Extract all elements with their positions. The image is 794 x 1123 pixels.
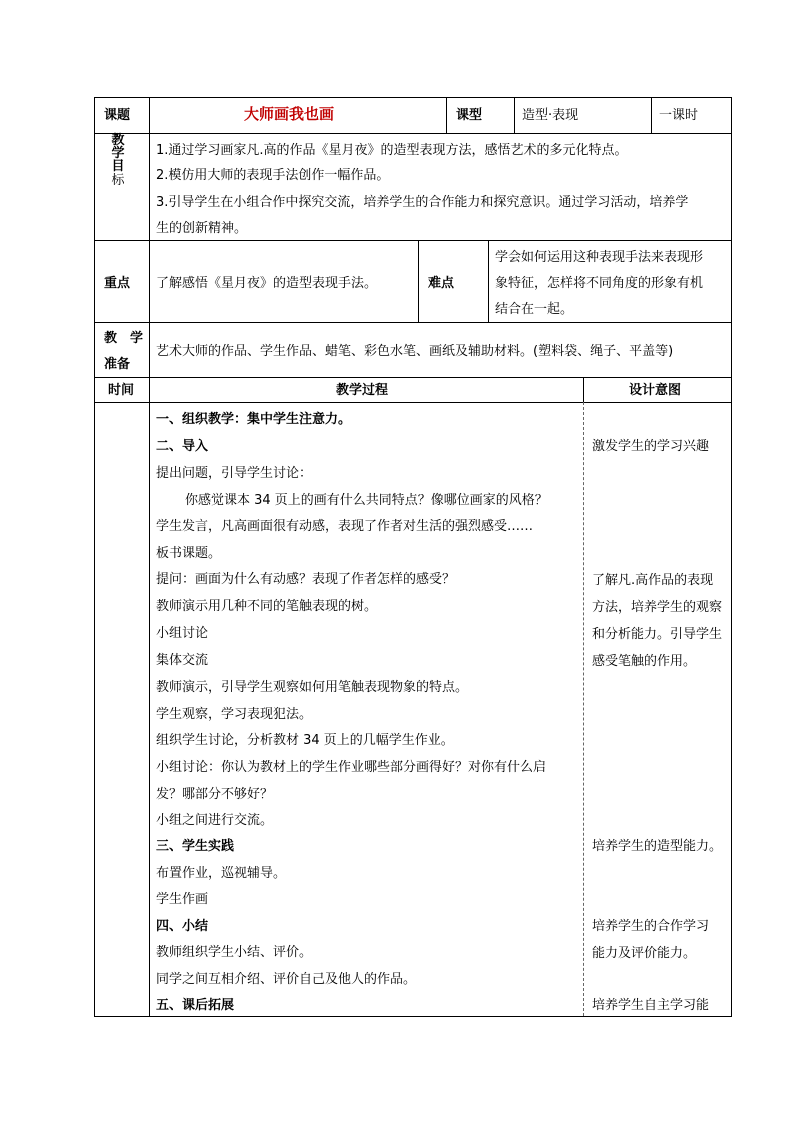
- intent-line: 感受笔触的作用。: [592, 654, 697, 669]
- table-border-bottom: [94, 1016, 732, 1017]
- col-intent-header: 设计意图: [629, 383, 682, 398]
- process-line: 四、小结: [156, 919, 209, 934]
- process-line: 学生观察，学习表现犯法。: [156, 707, 313, 722]
- process-line: 小组讨论: [156, 626, 209, 641]
- process-line: 提出问题，引导学生讨论：: [156, 466, 313, 481]
- preparation-text: 艺术大师的作品、学生作品、蜡笔、彩色水笔、画纸及辅助材料。(塑料袋、绳子、平盖等): [156, 344, 674, 359]
- process-line: 板书课题。: [156, 546, 222, 561]
- process-line: 集体交流: [156, 653, 209, 668]
- process-line: 教师演示用几种不同的笔触表现的树。: [156, 599, 378, 614]
- key-label: 重点: [104, 276, 131, 291]
- col-divider: [418, 240, 419, 323]
- objective-line: 生的创新精神。: [156, 221, 248, 236]
- difficulty-label: 难点: [428, 276, 455, 291]
- intent-line: 了解凡.高作品的表现: [592, 573, 714, 588]
- row-divider: [94, 322, 732, 323]
- type-value: 造型·表现: [522, 108, 579, 123]
- process-line: 你感觉课本 34 页上的画有什么共同特点？像哪位画家的风格？: [185, 493, 548, 508]
- row-divider: [94, 402, 732, 403]
- col-divider: [651, 97, 652, 134]
- intent-line: 培养学生的造型能力。: [592, 839, 723, 854]
- intent-line: 激发学生的学习兴趣: [592, 439, 710, 454]
- process-line: 小组之间进行交流。: [156, 813, 274, 828]
- process-line: 发？哪部分不够好？: [156, 787, 274, 802]
- type-label: 课型: [456, 108, 483, 123]
- col-divider: [446, 97, 447, 134]
- col-divider: [514, 97, 515, 134]
- col-divider-dashed: [583, 402, 584, 1016]
- process-line: 组织学生讨论，分析教材 34 页上的几幅学生作业。: [156, 733, 454, 748]
- col-divider: [488, 240, 489, 323]
- col-divider: [149, 97, 150, 1017]
- process-line: 教师组织学生小结、评价。: [156, 945, 313, 960]
- row-divider: [94, 240, 732, 241]
- table-border-left: [94, 97, 95, 1017]
- process-line: 学生作画: [156, 892, 209, 907]
- lesson-label: 课题: [104, 108, 131, 123]
- lesson-title: 大师画我也画: [244, 105, 335, 123]
- objective-line: 3.引导学生在小组合作中探究交流，培养学生的合作能力和探究意识。通过学习活动，培养学: [156, 195, 689, 210]
- row-divider: [94, 133, 732, 134]
- process-line: 同学之间互相介绍、评价自己及他人的作品。: [156, 972, 417, 987]
- process-line: 二、导入: [156, 439, 209, 454]
- process-line: 提问：画面为什么有动感？表现了作者怎样的感受？: [156, 572, 456, 587]
- preparation-label-1: 教 学: [104, 331, 144, 346]
- difficulty-line: 结合在一起。: [495, 302, 574, 317]
- process-line: 教师演示，引导学生观察如何用笔触表现物象的特点。: [156, 680, 469, 695]
- key-text: 了解感悟《星月夜》的造型表现手法。: [156, 276, 378, 291]
- intent-line: 方法，培养学生的观察: [592, 600, 723, 615]
- process-line: 学生发言，凡高画面很有动感，表现了作者对生活的强烈感受……: [156, 519, 534, 534]
- table-border-right: [731, 97, 732, 1017]
- intent-line: 能力及评价能力。: [592, 946, 697, 961]
- intent-line: 培养学生的合作学习: [592, 919, 710, 934]
- preparation-label-2: 准备: [104, 357, 131, 372]
- col-divider: [583, 377, 584, 403]
- process-line: 三、学生实践: [156, 839, 235, 854]
- difficulty-line: 学会如何运用这种表现手法来表现形: [495, 250, 704, 265]
- process-line: 五、课后拓展: [156, 998, 235, 1013]
- periods: 一课时: [659, 108, 699, 123]
- process-line: 布置作业，巡视辅导。: [156, 866, 287, 881]
- process-line: 一、组织教学：集中学生注意力。: [156, 412, 352, 427]
- intent-line: 培养学生自主学习能: [592, 998, 710, 1013]
- objective-line: 2.模仿用大师的表现手法创作一幅作品。: [156, 168, 390, 183]
- intent-line: 和分析能力。引导学生: [592, 627, 723, 642]
- row-divider: [94, 377, 732, 378]
- process-line: 小组讨论：你认为教材上的学生作业哪些部分画得好？对你有什么启: [156, 760, 547, 775]
- col-time-header: 时间: [108, 383, 135, 398]
- table-border-top: [94, 97, 732, 98]
- objective-line: 1.通过学习画家凡.高的作品《星月夜》的造型表现方法，感悟艺术的多元化特点。: [156, 143, 628, 158]
- col-process-header: 教学过程: [336, 383, 389, 398]
- difficulty-line: 象特征，怎样将不同角度的形象有机: [495, 276, 704, 291]
